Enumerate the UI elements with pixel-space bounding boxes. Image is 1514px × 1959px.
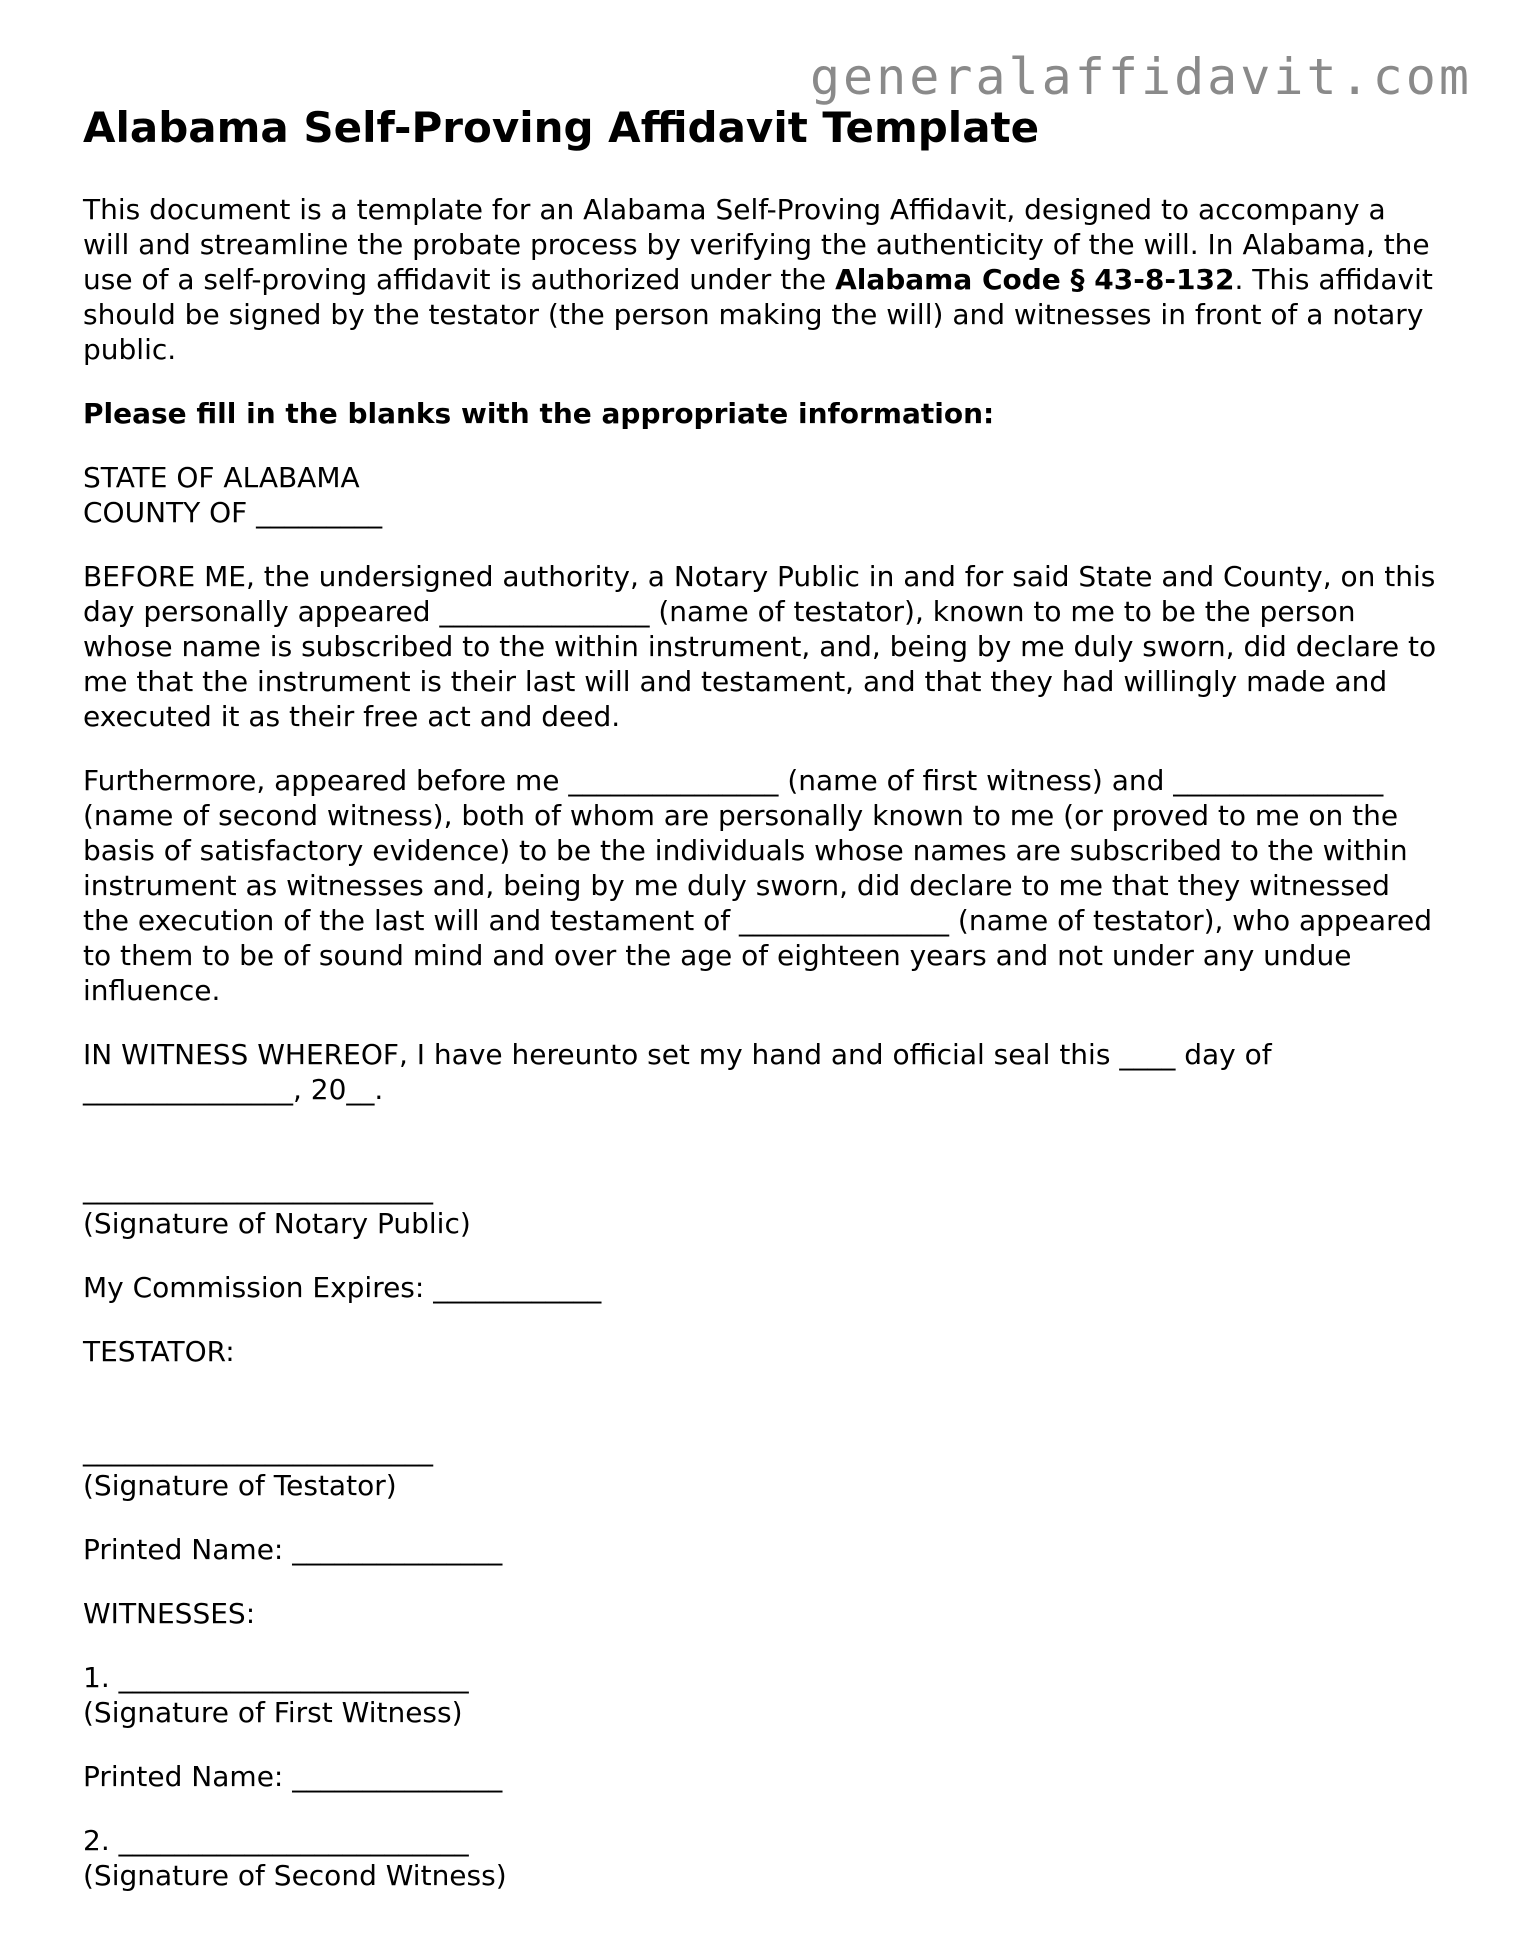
before-me-paragraph: BEFORE ME, the undersigned authority, a Notary Public in and for said State and County, on this day personally appeared _______________ (name of testator), known to me to be the person whose name is subscribed to the within instrument, and, being by me duly sworn, did declare to me that the instrument is their last will and testament, and that they had willingly made and executed it as their free act and deed. xyxy=(83,560,1437,733)
instruction-heading xyxy=(83,396,1438,431)
first-witness-signature-line: 1. _________________________ xyxy=(83,1661,469,1694)
intro-text-1: This document is a template for an Alabama Self-Proving Affidavit, designed to accompany a will and streamline the probate process by verifying the authenticity of the will. In Alabama, the use of a self-proving affidavit is authorized under the xyxy=(83,193,1430,296)
commission-expires: My Commission Expires: ____________ xyxy=(83,1271,602,1304)
second-witness-signature-line: 2. _________________________ xyxy=(83,1824,469,1857)
statute-reference: Alabama Code § 43-8-132 xyxy=(835,263,1235,296)
notary-signature-label: (Signature of Notary Public) xyxy=(83,1207,471,1240)
first-witness-signature-label: (Signature of First Witness) xyxy=(83,1696,463,1729)
second-witness-signature-label: (Signature of Second Witness) xyxy=(83,1859,507,1892)
testator-signature-label: (Signature of Testator) xyxy=(83,1469,397,1502)
instruction-text: Please fill in the blanks with the appropriate information: xyxy=(83,397,995,430)
document-title: Alabama Self-Proving Affidavit Template xyxy=(83,103,1040,152)
state-line: STATE OF ALABAMA xyxy=(83,461,360,494)
witness-whereof-paragraph: IN WITNESS WHEREOF, I have hereunto set my hand and official seal this ____ day of _______________, 20__. xyxy=(83,1038,1272,1106)
furthermore-paragraph: Furthermore, appeared before me _______________ (name of first witness) and _______________ (name of second witness), both of whom are personally known to me (or proved to me on the basis of satisfactory evidence) to be the individuals whose names are subscribed to the within instrument as witnesses and, being by me duly sworn, did declare to me that they witnessed the execution of the last will and testament of _______________ (name of testator), who appeared to them to be of sound mind and over the age of eighteen years and not under any undue influence. xyxy=(83,764,1432,1007)
testator-printed-name: Printed Name: _______________ xyxy=(83,1533,503,1566)
county-line: COUNTY OF _________ xyxy=(83,496,383,529)
intro-paragraph xyxy=(83,192,1438,367)
testator-signature-line: _________________________ xyxy=(83,1434,433,1467)
intro-text-2: . This affidavit should be signed by the testator (the person making the will) and witnesses in front of a notary public. xyxy=(83,263,1433,366)
watermark: generalaffidavit.com xyxy=(809,48,1472,106)
first-witness-printed-name: Printed Name: _______________ xyxy=(83,1760,503,1793)
document-body xyxy=(83,100,1438,1893)
notary-signature-line: _________________________ xyxy=(83,1172,433,1205)
testator-heading: TESTATOR: xyxy=(83,1335,235,1368)
witnesses-heading: WITNESSES: xyxy=(83,1597,256,1630)
